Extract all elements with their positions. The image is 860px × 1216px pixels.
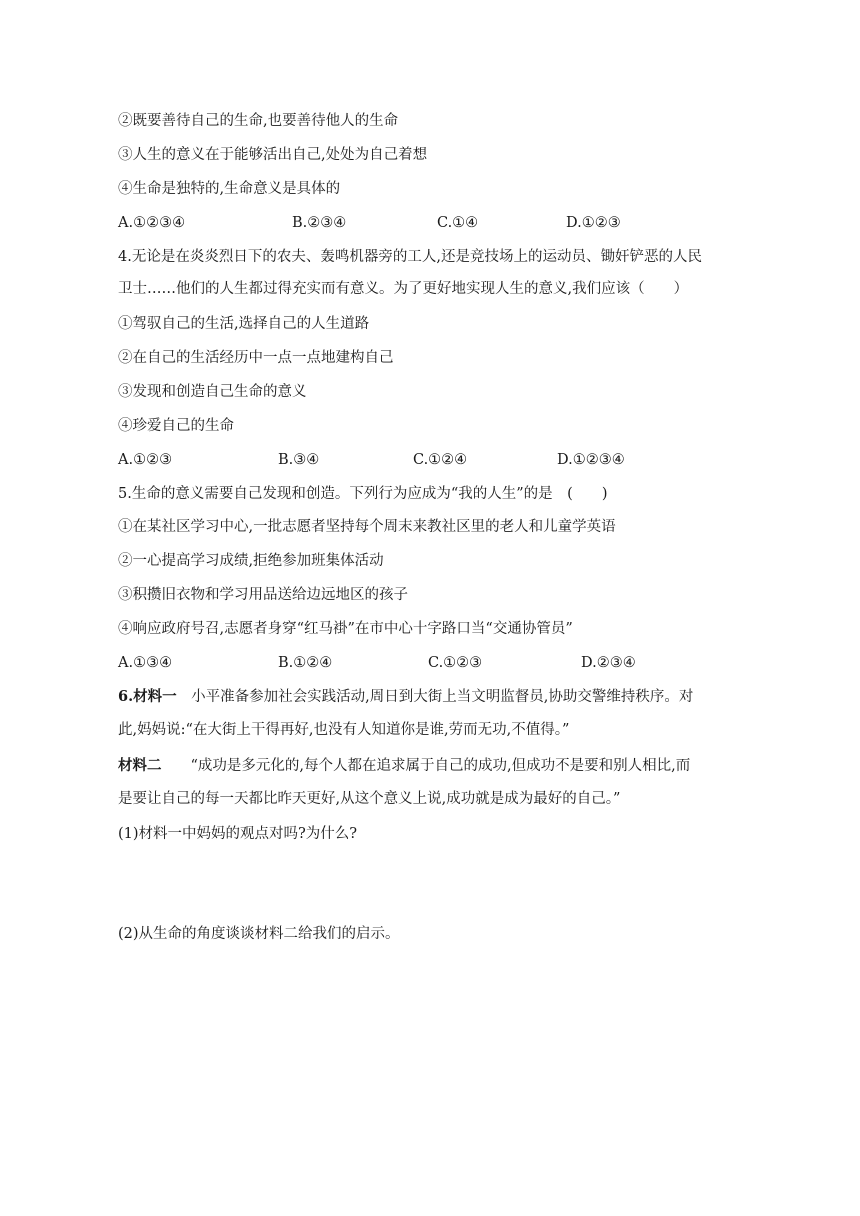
q6-subquestion-2: (2)从生命的角度谈谈材料二给我们的启示。 xyxy=(118,926,400,942)
q4-item-1: ①驾驭自己的生活,选择自己的人生道路 xyxy=(118,316,370,332)
q6-material2-text: “成功是多元化的,每个人都在追求属于自己的成功,但成功不是要和别人相比,而 xyxy=(161,758,691,774)
q4-stem-line1: 4.无论是在炎炎烈日下的农夫、轰鸣机器旁的工人,还是竞技场上的运动员、锄奸铲恶的人民 xyxy=(118,249,702,265)
q5-option-a: A.①③④ xyxy=(118,655,173,671)
q6-material1-line1 xyxy=(118,687,693,707)
q6-material2-line2: 是要让自己的每一天都比昨天更好,从这个意义上说,成功就是成为最好的自己。” xyxy=(118,791,621,807)
q4-option-d: D.①②③④ xyxy=(557,452,625,468)
q4-option-b: B.③④ xyxy=(278,452,320,468)
q4-item-2: ②在自己的生活经历中一点一点地建构自己 xyxy=(118,350,394,366)
q6-subquestion-1: (1)材料一中妈妈的观点对吗?为什么? xyxy=(118,826,358,842)
q5-item-2: ②一心提高学习成绩,拒绝参加班集体活动 xyxy=(118,553,384,569)
q5-option-d: D.②③④ xyxy=(581,655,636,671)
q5-stem: 5.生命的意义需要自己发现和创造。下列行为应成为“我的人生”的是 ( ) xyxy=(118,486,608,502)
q5-option-b: B.①②④ xyxy=(278,655,333,671)
q4-stem-line2: 卫士……他们的人生都过得充实而有意义。为了更好地实现人生的意义,我们应该（ ） xyxy=(118,281,689,297)
q3-item-3: ③人生的意义在于能够活出自己,处处为自己着想 xyxy=(118,147,428,163)
q6-material2-line1 xyxy=(118,756,690,776)
q3-option-b: B.②③④ xyxy=(292,215,347,231)
q6-material1-text: 小平准备参加社会实践活动,周日到大街上当文明监督员,协助交警维持秩序。对 xyxy=(176,689,694,705)
q4-item-4: ④珍爱自己的生命 xyxy=(118,418,234,434)
q3-option-c: C.①④ xyxy=(437,215,479,231)
q5-item-3: ③积攒旧衣物和学习用品送给边远地区的孩子 xyxy=(118,587,408,603)
q4-option-a: A.①②③ xyxy=(118,452,173,468)
q3-option-d: D.①②③ xyxy=(566,215,621,231)
q5-item-4: ④响应政府号召,志愿者身穿“红马褂”在市中心十字路口当“交通协管员” xyxy=(118,621,573,637)
q3-option-a: A.①②③④ xyxy=(118,215,186,231)
q3-item-2: ②既要善待自己的生命,也要善待他人的生命 xyxy=(118,113,399,129)
q5-item-1: ①在某社区学习中心,一批志愿者坚持每个周末来教社区里的老人和儿童学英语 xyxy=(118,519,616,535)
q4-item-3: ③发现和创造自己生命的意义 xyxy=(118,384,307,400)
q6-material2-label: 材料二 xyxy=(118,757,162,774)
q6-material1-label: 6.材料一 xyxy=(118,688,177,705)
q6-material1-line2: 此,妈妈说:“在大街上干得再好,也没有人知道你是谁,劳而无功,不值得。” xyxy=(118,722,570,738)
q4-option-c: C.①②④ xyxy=(413,452,468,468)
q3-item-4: ④生命是独特的,生命意义是具体的 xyxy=(118,181,341,197)
q5-option-c: C.①②③ xyxy=(428,655,483,671)
